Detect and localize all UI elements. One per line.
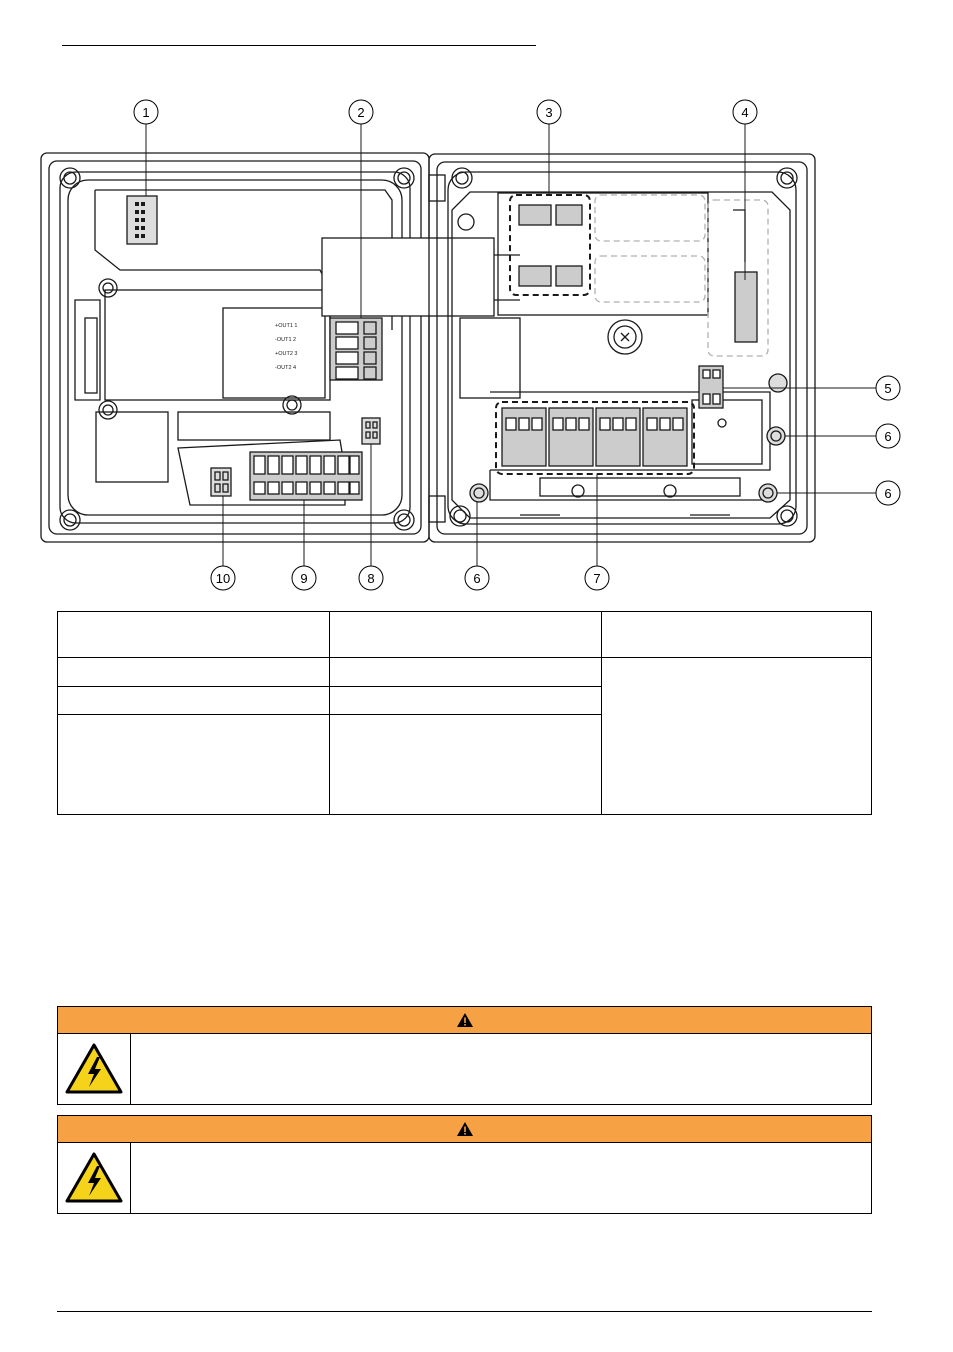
two-pin-connector	[699, 366, 723, 408]
legend-cell	[58, 715, 330, 815]
warning-box-1	[57, 1006, 872, 1105]
callout-legend-table	[57, 611, 872, 815]
svg-text:5: 5	[884, 381, 892, 396]
callout-8	[359, 566, 383, 590]
warning-text	[131, 1143, 871, 1213]
legend-cell	[330, 612, 602, 658]
legend-cell	[602, 658, 872, 815]
warning-box-2	[57, 1115, 872, 1214]
callout-10	[211, 566, 235, 590]
svg-text:1: 1	[142, 105, 150, 120]
terminal-label-out1-minus: -OUT1 2	[275, 337, 297, 343]
warning-text	[131, 1034, 871, 1104]
svg-text:8: 8	[367, 571, 375, 586]
callout-4	[733, 100, 757, 124]
display-ribbon-connector	[127, 196, 157, 244]
svg-text:6: 6	[473, 571, 481, 586]
callout-3	[537, 100, 561, 124]
analog-output-terminal-block	[330, 318, 382, 380]
terminal-label-out1-plus: +OUT1 1	[275, 323, 298, 329]
header-rule	[62, 45, 536, 46]
svg-text:7: 7	[593, 571, 601, 586]
legend-cell	[602, 612, 872, 658]
svg-text:3: 3	[545, 105, 553, 120]
svg-text:9: 9	[300, 571, 308, 586]
terminal-label-out2-plus: +OUT2 3	[275, 351, 298, 357]
relay-terminal-block	[250, 452, 362, 500]
callout-6-b	[876, 481, 900, 505]
callout-7	[585, 566, 609, 590]
callout-9	[292, 566, 316, 590]
power-connector	[211, 468, 231, 496]
legend-cell	[58, 658, 330, 687]
callout-1	[134, 100, 158, 124]
legend-cell	[330, 687, 602, 715]
svg-text:6: 6	[884, 486, 892, 501]
callout-2	[349, 100, 373, 124]
electrical-shock-hazard-icon	[64, 1151, 124, 1205]
input-terminal-blocks	[496, 402, 694, 474]
sensor-module-connectors	[510, 195, 705, 302]
svg-text:6: 6	[884, 429, 892, 444]
electrical-shock-hazard-icon	[64, 1042, 124, 1096]
legend-cell	[58, 612, 330, 658]
small-terminal-connector	[362, 418, 380, 444]
network-module-connector	[708, 200, 768, 356]
legend-cell	[330, 715, 602, 815]
callout-6-c	[465, 566, 489, 590]
legend-cell	[58, 687, 330, 715]
svg-text:4: 4	[741, 105, 749, 120]
svg-text:10: 10	[215, 571, 231, 586]
callout-5	[876, 376, 900, 400]
controller-wiring-diagram	[0, 90, 953, 600]
legend-cell	[330, 658, 602, 687]
warning-triangle-icon	[456, 1012, 474, 1028]
callout-6-a	[876, 424, 900, 448]
footer-rule	[57, 1311, 872, 1312]
svg-text:2: 2	[357, 105, 365, 120]
terminal-label-out2-minus: -OUT2 4	[275, 365, 297, 371]
warning-header	[58, 1007, 871, 1034]
warning-header	[58, 1116, 871, 1143]
warning-triangle-icon	[456, 1121, 474, 1137]
